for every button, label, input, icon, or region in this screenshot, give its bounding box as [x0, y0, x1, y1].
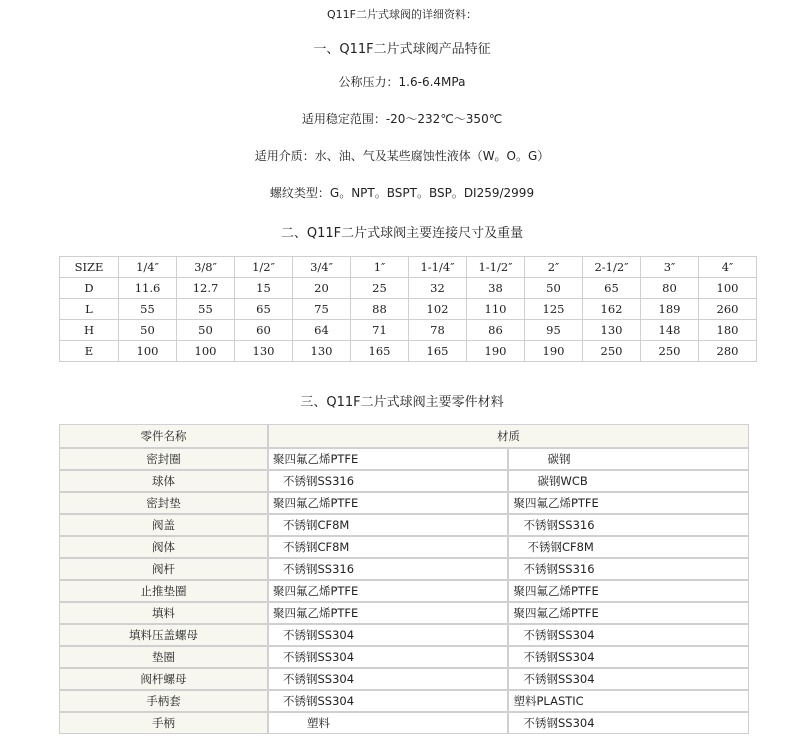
table-cell: 32: [409, 278, 467, 299]
table-row: [60, 299, 757, 320]
table-cell: 64: [293, 320, 351, 341]
table-cell: 100: [699, 278, 757, 299]
dimension-table: [59, 256, 757, 362]
table-cell: 280: [699, 341, 757, 362]
table-cell: 3″: [641, 257, 699, 278]
table-cell: 65: [583, 278, 641, 299]
part-name: 阀盖: [59, 514, 268, 536]
material-header-row: [59, 424, 749, 448]
table-cell: 125: [525, 299, 583, 320]
material-cell: 不锈钢CF8M: [508, 536, 749, 558]
table-cell: 130: [583, 320, 641, 341]
material-cell: 不锈钢SS304: [268, 690, 509, 712]
part-name: 阀杆: [59, 558, 268, 580]
list-item: [59, 580, 749, 602]
table-cell: 12.7: [177, 278, 235, 299]
table-cell: 50: [119, 320, 177, 341]
material-cell: 不锈钢SS316: [508, 558, 749, 580]
part-name: 球体: [59, 470, 268, 492]
table-cell: 3/8″: [177, 257, 235, 278]
header-part-name: 零件名称: [59, 424, 268, 448]
table-cell: 55: [119, 299, 177, 320]
table-cell: 71: [351, 320, 409, 341]
list-item: [59, 492, 749, 514]
size-header-row: [60, 257, 757, 278]
part-name: 密封垫: [59, 492, 268, 514]
page-title: Q11F二片式球阀的详细资料：: [327, 8, 477, 21]
row-label: D: [60, 278, 119, 299]
section2-heading: 二、Q11F二片式球阀主要连接尺寸及重量: [280, 226, 524, 241]
table-cell: 250: [583, 341, 641, 362]
table-cell: 162: [583, 299, 641, 320]
table-cell: 148: [641, 320, 699, 341]
material-cell: 塑料PLASTIC: [508, 690, 749, 712]
table-cell: 50: [177, 320, 235, 341]
part-name: 止推垫圈: [59, 580, 268, 602]
table-row: [60, 278, 757, 299]
material-cell: 不锈钢SS304: [268, 668, 509, 690]
part-name: 阀杆螺母: [59, 668, 268, 690]
table-cell: 15: [235, 278, 293, 299]
table-cell: 260: [699, 299, 757, 320]
section3-heading: 三、Q11F二片式球阀主要零件材料: [300, 395, 504, 410]
row-label: L: [60, 299, 119, 320]
table-cell: 1-1/4″: [409, 257, 467, 278]
table-cell: 4″: [699, 257, 757, 278]
spec-medium: 适用介质：水、油、气及某些腐蚀性液体（W。O。G）: [254, 149, 550, 163]
table-cell: 11.6: [119, 278, 177, 299]
list-item: [59, 448, 749, 470]
table-cell: 1/4″: [119, 257, 177, 278]
part-name: 阀体: [59, 536, 268, 558]
table-cell: 100: [119, 341, 177, 362]
list-item: [59, 624, 749, 646]
table-cell: 1-1/2″: [467, 257, 525, 278]
table-cell: 130: [293, 341, 351, 362]
list-item: [59, 602, 749, 624]
material-cell: 不锈钢SS304: [268, 624, 509, 646]
spec-pressure: 公称压力：1.6-6.4MPa: [338, 75, 466, 89]
list-item: [59, 470, 749, 492]
table-cell: 250: [641, 341, 699, 362]
material-cell: 碳钢: [508, 448, 749, 470]
part-name: 填料: [59, 602, 268, 624]
table-cell: 50: [525, 278, 583, 299]
table-cell: 20: [293, 278, 351, 299]
material-cell: 聚四氟乙烯PTFE: [508, 602, 749, 624]
spec-temperature: 适用稳定范围：-20～232℃～350℃: [301, 112, 503, 126]
part-name: 垫圈: [59, 646, 268, 668]
material-cell: 碳钢WCB: [508, 470, 749, 492]
part-name: 手柄: [59, 712, 268, 734]
table-cell: 25: [351, 278, 409, 299]
material-cell: 不锈钢SS316: [268, 470, 509, 492]
list-item: [59, 646, 749, 668]
table-cell: 165: [351, 341, 409, 362]
list-item: [59, 558, 749, 580]
row-label: SIZE: [60, 257, 119, 278]
part-name: 密封圈: [59, 448, 268, 470]
table-cell: 180: [699, 320, 757, 341]
material-cell: 不锈钢SS304: [508, 712, 749, 734]
table-cell: 95: [525, 320, 583, 341]
table-cell: 1″: [351, 257, 409, 278]
table-cell: 80: [641, 278, 699, 299]
table-cell: 190: [467, 341, 525, 362]
table-cell: 1/2″: [235, 257, 293, 278]
table-cell: 3/4″: [293, 257, 351, 278]
table-cell: 102: [409, 299, 467, 320]
material-cell: 不锈钢SS304: [268, 646, 509, 668]
table-cell: 65: [235, 299, 293, 320]
list-item: [59, 690, 749, 712]
table-cell: 100: [177, 341, 235, 362]
spec-thread: 螺纹类型：G。NPT。BSPT。BSP。DI259/2999: [269, 186, 535, 200]
list-item: [59, 536, 749, 558]
material-cell: 聚四氟乙烯PTFE: [268, 602, 509, 624]
material-cell: 不锈钢SS316: [268, 558, 509, 580]
material-cell: 聚四氟乙烯PTFE: [268, 492, 509, 514]
list-item: [59, 712, 749, 734]
table-cell: 75: [293, 299, 351, 320]
row-label: E: [60, 341, 119, 362]
table-cell: 2″: [525, 257, 583, 278]
material-cell: 聚四氟乙烯PTFE: [268, 580, 509, 602]
table-cell: 78: [409, 320, 467, 341]
part-name: 填料压盖螺母: [59, 624, 268, 646]
material-cell: 塑料: [268, 712, 509, 734]
material-cell: 不锈钢SS316: [508, 514, 749, 536]
table-cell: 130: [235, 341, 293, 362]
material-cell: 不锈钢CF8M: [268, 536, 509, 558]
section1-heading: 一、Q11F二片式球阀产品特征: [313, 42, 491, 57]
material-cell: 聚四氟乙烯PTFE: [508, 580, 749, 602]
table-cell: 189: [641, 299, 699, 320]
table-cell: 55: [177, 299, 235, 320]
material-cell: 不锈钢SS304: [508, 624, 749, 646]
material-cell: 不锈钢CF8M: [268, 514, 509, 536]
table-row: [60, 320, 757, 341]
material-cell: 聚四氟乙烯PTFE: [268, 448, 509, 470]
table-cell: 2-1/2″: [583, 257, 641, 278]
list-item: [59, 514, 749, 536]
list-item: [59, 668, 749, 690]
table-cell: 190: [525, 341, 583, 362]
table-cell: 86: [467, 320, 525, 341]
material-cell: 聚四氟乙烯PTFE: [508, 492, 749, 514]
table-cell: 60: [235, 320, 293, 341]
header-material: 材质: [268, 424, 749, 448]
table-cell: 88: [351, 299, 409, 320]
table-row: [60, 341, 757, 362]
table-cell: 110: [467, 299, 525, 320]
part-name: 手柄套: [59, 690, 268, 712]
table-cell: 165: [409, 341, 467, 362]
row-label: H: [60, 320, 119, 341]
material-cell: 不锈钢SS304: [508, 668, 749, 690]
table-cell: 38: [467, 278, 525, 299]
material-table: [59, 424, 749, 734]
material-cell: 不锈钢SS304: [508, 646, 749, 668]
